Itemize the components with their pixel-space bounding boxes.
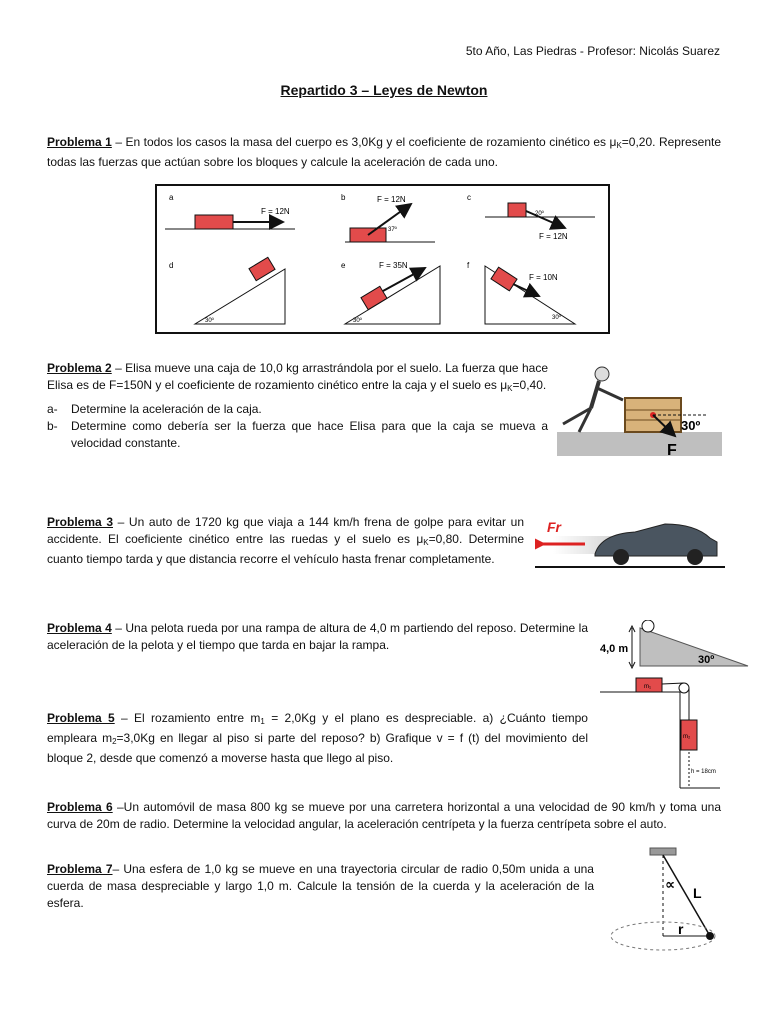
block-c [508,203,526,217]
fig4-angle: 30º [698,654,715,666]
problem-6-text: Problema 6 –Un automóvil de masa 800 kg se mueve por una carretera horizontal a una velocidad de 90 km/h y toma una curva de 20m de radio. Determine la velocidad angular, la aceleración centrípeta y la fuerza centrípeta sobre el auto. [47,800,722,831]
problem-3-text: Problema 3 – Un auto de 1720 kg que viaja a 144 km/h frena de golpe para evitar un accidente. El coeficiente cinético entre las ruedas y el suelo es $\mu_K=0,80$. Determine cuanto tiempo tarda y que distancia recorre el vehículo hasta frenar completamente. [47,515,524,566]
fig7-alpha: ∝ [665,876,675,892]
list-item: b- Determine como debería ser la fuerza que hace Elisa para que la caja se mueva a velocidad constante. [47,419,548,450]
ramp [640,628,748,666]
list-item: a- Determine la aceleración de la caja. [47,402,262,416]
fig-f-angle: 30º [552,315,561,321]
fig4-height: 4,0 m [600,643,629,655]
header-course-info: 5to Año, Las Piedras - Profesor: Nicolás Suarez [465,44,720,58]
problem-4-figure [598,620,753,670]
fig5-m2: m₂ [683,734,691,740]
problem-6-label: Problema 6 [47,800,113,814]
ball [642,620,654,632]
fig5-m1: m₁ [644,684,652,690]
fig-b-angle: 37º [388,227,397,233]
problem-2-text: Problema 2 – Elisa mueve una caja de 10,0 kg arrastrándola por el suelo. La fuerza que hace Elisa es de F=150N y el coeficiente de rozamiento cinético entre la caja y el suelo es $\mu_K=0,40$. a- Determine la aceleración de la caja. b- Determine como debería ser la fuerza que hace Elisa para que la caja se mueva a velocidad constante. [47,361,548,450]
fig-d-angle: 30º [205,318,214,324]
block-f [491,267,517,291]
fig-e-force: F = 35N [379,261,408,270]
problem-2-label: Problema 2 [47,361,112,375]
fig-a-force: F = 12N [261,207,290,216]
fig-c-angle: 20º [535,211,544,217]
fig-f-force: F = 10N [529,273,558,282]
problem-5-text: Problema 5 – El rozamiento entre $m_1 = 2,0Kg$ y el plano es despreciable. a) ¿Cuánto tiempo empleara $m_2=3,0Kg$ en llegar al piso si parte del reposo? b) Grafique v = f (t) del movimiento del bloque 2, desde que comenzó a moverse hasta que llego al piso. [47,711,588,765]
fig5-h: h = 18cm [691,769,716,775]
problem-4-label: Problema 4 [47,621,112,635]
problem-2-items [47,401,548,452]
problem-5-figure [600,672,720,790]
fig-c-letter: c [467,193,471,202]
fig2-force: F [667,442,677,459]
page-title: Repartido 3 – Leyes de Newton [280,82,488,98]
fig-f-letter: f [467,261,470,270]
block-a [195,215,233,229]
sphere [706,932,714,940]
car-wheel [687,549,703,565]
problem-1-text: Problema 1 – En todos los casos la masa del cuerpo es 3,0Kg y el coeficiente de rozamiento cinético es $\mu_K=0,20$. Represente todas las fuerzas que actúan sobre los bloques y calcule la aceleración de cada uno. [47,135,721,169]
floor [557,432,722,456]
problem-3-label: Problema 3 [47,515,113,529]
girl-body [591,381,599,408]
pulley [679,683,689,693]
problem-2-figure [557,360,722,460]
fig-a-letter: a [169,193,174,202]
girl-head [595,367,609,381]
problem-5-label: Problema 5 [47,711,115,725]
fig7-L: L [693,885,702,901]
problem-7-text: Problema 7– Una esfera de 1,0 kg se mueve en una trayectoria circular de radio 0,50m unida a una cuerda de masa despreciable y largo 1,0 m. Calcule la tensión de la cuerda y la aceleración de la esfera. [47,862,594,910]
fig-d-letter: d [169,261,174,270]
problem-1-label: Problema 1 [47,135,112,149]
ceiling-support [650,848,676,855]
problem-7-label: Problema 7 [47,862,113,876]
fig3-force: Fr [547,519,561,535]
problem-3-figure [535,512,725,572]
car-wheel [613,549,629,565]
fig7-r: r [678,921,684,937]
fig-b-force: F = 12N [377,195,406,204]
fig-c-force: F = 12N [539,232,568,241]
problem-1-figure [155,184,610,334]
fig-b-letter: b [341,193,346,202]
fig-e-letter: e [341,261,346,270]
string [663,855,710,936]
fig-e-angle: 30º [353,318,362,324]
problem-4-text: Problema 4 – Una pelota rueda por una rampa de altura de 4,0 m partiendo del reposo. Determine la aceleración de la pelota y el tiempo que tarda en bajar la rampa. [47,621,588,652]
fig2-angle: 30º [681,418,701,433]
problem-7-figure [605,846,735,956]
